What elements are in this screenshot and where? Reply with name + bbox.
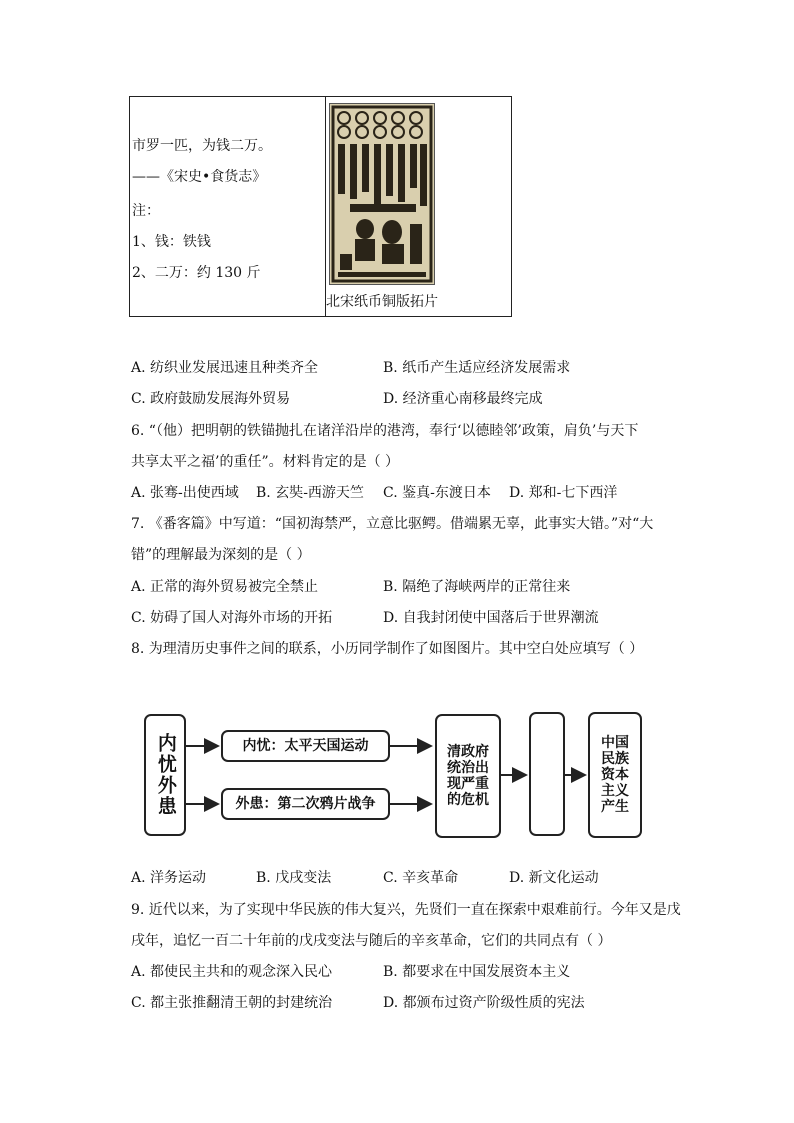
- q6-option-a[interactable]: A. 张骞-出使西域: [131, 485, 239, 501]
- diagram-arrows: [144, 710, 644, 840]
- q5-option-c[interactable]: C. 政府鼓励发展海外贸易: [131, 391, 291, 407]
- q8-option-a[interactable]: A. 洋务运动: [131, 870, 207, 886]
- q6-option-d[interactable]: D. 郑和-七下西洋: [509, 485, 618, 501]
- source-text-line: 市罗一匹，为钱二万。: [132, 138, 272, 154]
- q7-stem-line1: 7. 《番客篇》中写道：“国初海禁严，立意比驱鳄。借端累无辜，此事实大错。”对“大: [131, 516, 654, 532]
- note-item: 1、钱：铁钱: [132, 234, 211, 250]
- source-citation: ——《宋史•食货志》: [132, 169, 267, 185]
- q7-option-a[interactable]: A. 正常的海外贸易被完全禁止: [131, 579, 319, 595]
- q9-option-d[interactable]: D. 都颁布过资产阶级性质的宪法: [383, 995, 585, 1011]
- note-heading: 注：: [132, 203, 160, 219]
- q7-option-d[interactable]: D. 自我封闭使中国落后于世界潮流: [383, 610, 599, 626]
- q6-stem-line1: 6. “（他）把明朝的铁锚抛扎在诸洋沿岸的港湾，奉行‘以德睦邻’政策，肩负’与天下: [131, 423, 639, 439]
- image-caption: 北宋纸币铜版拓片: [326, 294, 438, 310]
- q6-stem-line2: 共享太平之福’的重任”。材料肯定的是（ ）: [131, 454, 400, 470]
- q9-option-c[interactable]: C. 都主张推翻清王朝的封建统治: [131, 995, 333, 1011]
- rubbing-picture: [330, 104, 434, 284]
- q7-option-b[interactable]: B. 隔绝了海峡两岸的正常往来: [383, 579, 571, 595]
- table-divider: [325, 97, 326, 316]
- opium-war-event-box: 外患：第二次鸦片战争: [221, 788, 390, 820]
- q7-stem-line2: 错”的理解最为深刻的是（ ）: [131, 547, 311, 563]
- q9-option-a[interactable]: A. 都使民主共和的观念深入民心: [131, 964, 333, 980]
- taiping-event-box: 内忧：太平天国运动: [221, 730, 390, 762]
- event-flow-diagram: [144, 710, 644, 840]
- note-item: 2、二万：约 130 斤: [132, 265, 261, 281]
- q5-option-d[interactable]: D. 经济重心南移最终完成: [383, 391, 543, 407]
- q8-option-c[interactable]: C. 辛亥革命: [383, 870, 459, 886]
- q8-option-b[interactable]: B. 戊戌变法: [256, 870, 332, 886]
- inner-outer-troubles-box: 内忧外患: [144, 714, 186, 836]
- blank-answer-box[interactable]: [529, 712, 565, 836]
- qing-crisis-box: 清政府统治出现严重的危机: [435, 714, 501, 838]
- q9-stem-line2: 戌年，追忆一百二十年前的戊戌变法与随后的辛亥革命，它们的共同点有（ ）: [131, 933, 612, 949]
- q8-option-d[interactable]: D. 新文化运动: [509, 870, 599, 886]
- q9-stem-line1: 9. 近代以来，为了实现中华民族的伟大复兴，先贤们一直在探索中艰难前行。今年又是戊: [131, 902, 681, 918]
- q9-option-b[interactable]: B. 都要求在中国发展资本主义: [383, 964, 571, 980]
- national-capitalism-box: 中国民族资本主义产生: [588, 712, 642, 838]
- q7-option-c[interactable]: C. 妨碍了国人对海外市场的开拓: [131, 610, 333, 626]
- q5-option-a[interactable]: A. 纺织业发展迅速且种类齐全: [131, 360, 319, 376]
- q5-option-b[interactable]: B. 纸币产生适应经济发展需求: [383, 360, 571, 376]
- q6-option-b[interactable]: B. 玄奘-西游天竺: [256, 485, 364, 501]
- q6-option-c[interactable]: C. 鉴真-东渡日本: [383, 485, 491, 501]
- source-table: [129, 96, 512, 317]
- q8-stem: 8. 为理清历史事件之间的联系，小历同学制作了如图图片。其中空白处应填写（ ）: [131, 641, 644, 657]
- paper-money-rubbing-image: [329, 103, 435, 285]
